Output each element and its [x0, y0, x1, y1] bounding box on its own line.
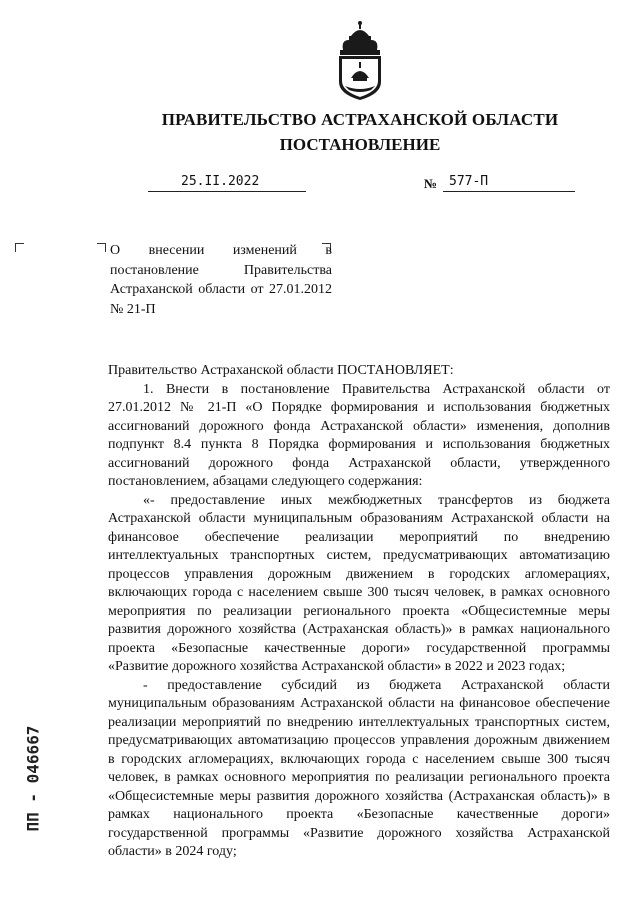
paragraph-3: - предоставление субсидий из бюджета Астраханской области муниципальным образованиям Астраханской области на финансовое обеспечение реализации мероприятий по внедрению интеллектуальных транспортных систем, предусматривающих автоматизацию процессов управления дорожным движением в городских агломерациях, включающих города с населением свыше 300 тысяч человек, в рамках основного мероприятия по реализации регионального проекта «Общесистемные меры развития дорожного хозяйства (Астраханская область)» в рамках национального проекта «Безопасные качественные дороги» государственной программы «Развитие дорожного хозяйства Астраханской области» в 2024 году; [108, 677, 610, 859]
corner-mark [15, 243, 24, 252]
serial-stamp: ПП - 046667 [23, 725, 43, 832]
corner-mark [97, 243, 106, 252]
coat-of-arms-emblem [331, 20, 389, 102]
document-subject: О внесении изменений в постановление Правительства Астраханской области от 27.01.2012 № 21-П [110, 243, 332, 317]
document-body [108, 362, 610, 862]
paragraph-1: 1. Внести в постановление Правительства Астраханской области от 27.01.2012 № 21-П «О Порядке формирования и использования бюджетных ассигнований дорожного фонда Астраханской области» изменения, дополнив подпункт 8.4 пункта 8 Порядка формирования и использования бюджетных ассигнований дорожного фонда Астраханской области, утвержденного постановлением, абзацами следующего содержания: [108, 381, 610, 489]
preamble: Правительство Астраханской области ПОСТАНОВЛЯЕТ: [108, 363, 454, 378]
document-type-title: ПОСТАНОВЛЕНИЕ [279, 135, 441, 154]
paragraph-2: «- предоставление иных межбюджетных трансфертов из бюджета Астраханской области муниципальным образованиям Астраханской области на финансовое обеспечение реализации мероприятий по внедрению интеллектуальных транспортных систем, предусматривающих автоматизацию процессов управления дорожным движением в городских агломерациях, включающих города с населением свыше 300 тысяч человек, в рамках основного мероприятия по реализации регионального проекта «Общесистемные меры развития дорожного хозяйства (Астраханская область)» в рамках национального проекта «Безопасные качественные дороги» государственной программы «Развитие дорожного хозяйства Астраханской области» в 2022 и 2023 годах; [108, 492, 610, 674]
organization-title: ПРАВИТЕЛЬСТВО АСТРАХАНСКОЙ ОБЛАСТИ [161, 110, 559, 129]
number-label: № [424, 176, 438, 191]
document-date: 25.II.2022 [148, 174, 306, 192]
document-number: 577-П [443, 174, 575, 192]
